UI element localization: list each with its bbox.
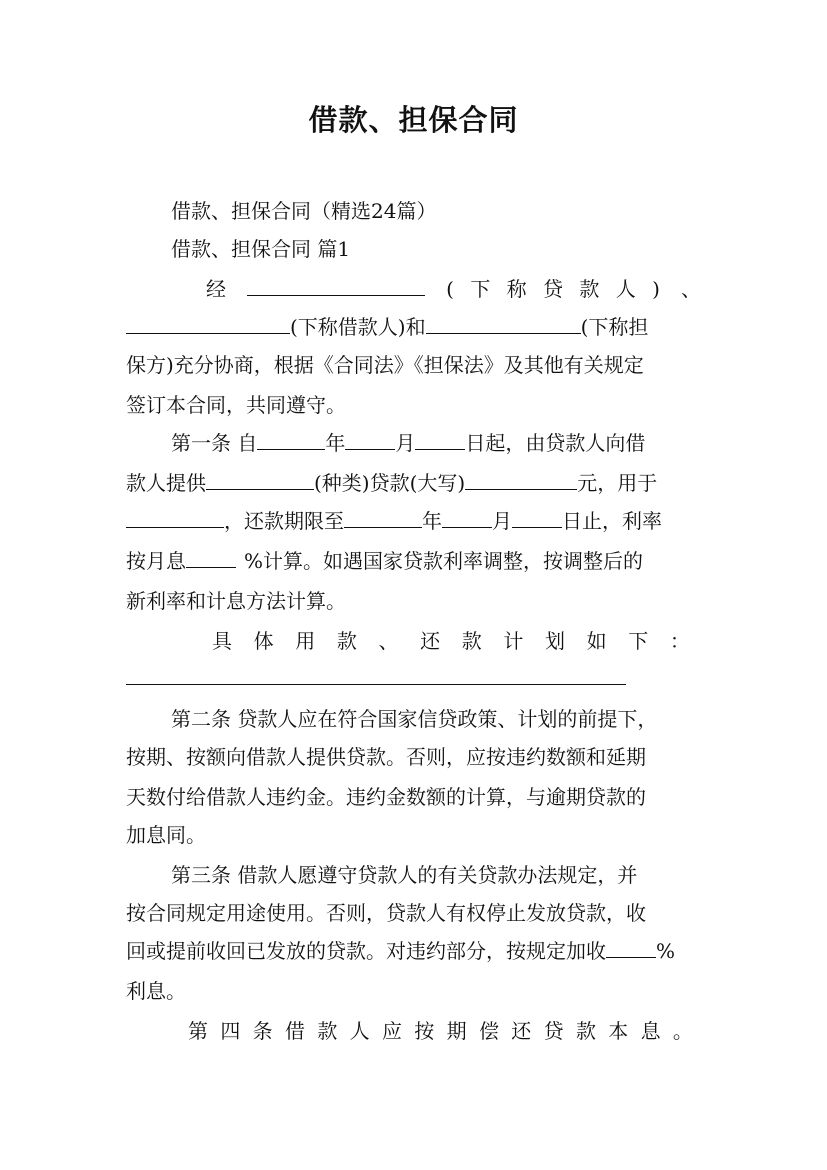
plan-label-char: ： xyxy=(669,629,690,653)
penalty-rate-blank xyxy=(606,936,656,958)
article4-char: 偿 xyxy=(478,1019,499,1043)
plan-label-char: 下 xyxy=(628,629,649,653)
article2-line-1: 第二条 贷款人应在符合国家信贷政策、计划的前提下， xyxy=(171,707,658,731)
article1-start: 第一条 自 xyxy=(171,431,258,455)
kind-blank xyxy=(206,468,314,490)
article1-repay: ，还款期限至 xyxy=(224,509,344,533)
plan-label-char: 体 xyxy=(253,629,274,653)
article4-char: 款 xyxy=(317,1019,338,1043)
purpose-blank xyxy=(126,506,224,528)
article1-percent-calc: %计算。如遇国家贷款利率调整，按调整后的 xyxy=(244,549,644,573)
article3-pct: % xyxy=(656,939,676,963)
article4-char: 第 xyxy=(188,1019,208,1043)
article3-line-3-text: 回或提前收回已发放的贷款。对违约部分，按规定加收 xyxy=(126,939,606,963)
article1-day-to: 日止，利率 xyxy=(562,509,662,533)
article4-char: 借 xyxy=(284,1019,305,1043)
article4-text xyxy=(188,1016,693,1046)
article2-line-2: 按期、按额向借款人提供贷款。否则，应按违约数额和延期 xyxy=(126,745,646,769)
article4-char: 本 xyxy=(608,1019,629,1043)
article1-line-5: 新利率和计息方法计算。 xyxy=(126,589,346,613)
article1-monthly: 按月息 xyxy=(126,549,186,573)
intro-line-4: 签订本合同，共同遵守。 xyxy=(126,393,346,417)
article1-line-4 xyxy=(126,546,701,576)
plan-line xyxy=(212,626,690,656)
plan-blank-line xyxy=(126,684,626,685)
plan-label-char: 计 xyxy=(503,629,524,653)
article4-line xyxy=(188,1016,693,1046)
plan-label-char: 款 xyxy=(336,629,357,653)
article3-line-2: 按合同规定用途使用。否则，贷款人有权停止发放贷款，收 xyxy=(126,901,646,925)
article1-year: 年 xyxy=(325,431,346,455)
article4-char: 还 xyxy=(511,1019,532,1043)
article3-line-1: 第三条 借款人愿遵守贷款人的有关贷款办法规定，并 xyxy=(171,863,638,887)
borrower-blank xyxy=(126,312,290,334)
article1-yuan: 元，用于 xyxy=(577,471,658,495)
intro-comma: 、 xyxy=(680,277,701,301)
article4-char: 款 xyxy=(575,1019,596,1043)
article2-line-3: 天数付给借款人违约金。违约金数额的计算，与逾期贷款的 xyxy=(126,785,646,809)
section-heading: 借款、担保合同 篇1 xyxy=(171,237,351,261)
document-title: 借款、担保合同 xyxy=(308,103,519,137)
borrower-note: (下称借款人)和 xyxy=(290,315,426,339)
plan-label-char: 还 xyxy=(420,629,441,653)
article4-char: 期 xyxy=(446,1019,467,1043)
lender-blank xyxy=(247,274,425,296)
article1-line-1 xyxy=(171,428,701,458)
article4-char: 四 xyxy=(220,1019,241,1043)
article4-char: 条 xyxy=(252,1019,273,1043)
plan-label-char: 款 xyxy=(461,629,482,653)
article4-char: 息 xyxy=(640,1019,661,1043)
article1-month: 月 xyxy=(395,431,416,455)
intro-jing: 经 xyxy=(206,277,226,301)
article2-line-4: 加息同。 xyxy=(126,823,206,847)
article1-provide: 款人提供 xyxy=(126,471,206,495)
end-month-blank xyxy=(442,506,492,528)
article4-char: 贷 xyxy=(543,1019,564,1043)
plan-label-char: 、 xyxy=(378,629,399,653)
collection-heading: 借款、担保合同（精选24篇） xyxy=(171,199,437,223)
amount-blank xyxy=(465,468,577,490)
lender-note: ( 下 称 贷 款 人 ) xyxy=(446,277,660,301)
plan-label xyxy=(212,626,690,656)
start-day-blank xyxy=(415,428,465,450)
start-year-blank xyxy=(257,428,325,450)
article1-line-2 xyxy=(126,468,701,498)
article4-char: 按 xyxy=(414,1019,435,1043)
article3-line-3 xyxy=(126,936,701,966)
plan-label-char: 用 xyxy=(295,629,316,653)
intro-line-3: 保方)充分协商，根据《合同法》《担保法》及其他有关规定 xyxy=(126,353,644,377)
article1-month2: 月 xyxy=(492,509,512,533)
plan-label-char: 划 xyxy=(545,629,565,653)
article4-char: 。 xyxy=(672,1019,693,1043)
article1-day-from: 日起，由贷款人向借 xyxy=(465,431,646,455)
article1-year2: 年 xyxy=(422,509,442,533)
article1-kind: (种类)贷款(大写) xyxy=(314,471,466,495)
start-month-blank xyxy=(345,428,395,450)
end-year-blank xyxy=(344,506,422,528)
article1-line-3 xyxy=(126,506,701,536)
monthly-rate-blank xyxy=(186,546,236,568)
article4-char: 人 xyxy=(349,1019,370,1043)
plan-label-char: 具 xyxy=(212,629,232,653)
end-day-blank xyxy=(512,506,562,528)
intro-line-1 xyxy=(206,274,701,304)
intro-line-2 xyxy=(126,312,701,342)
guarantor-blank xyxy=(426,312,581,334)
article4-char: 应 xyxy=(381,1019,402,1043)
article3-line-4: 利息。 xyxy=(126,979,186,1003)
plan-label-char: 如 xyxy=(586,629,607,653)
guarantor-note: (下称担 xyxy=(580,315,649,339)
